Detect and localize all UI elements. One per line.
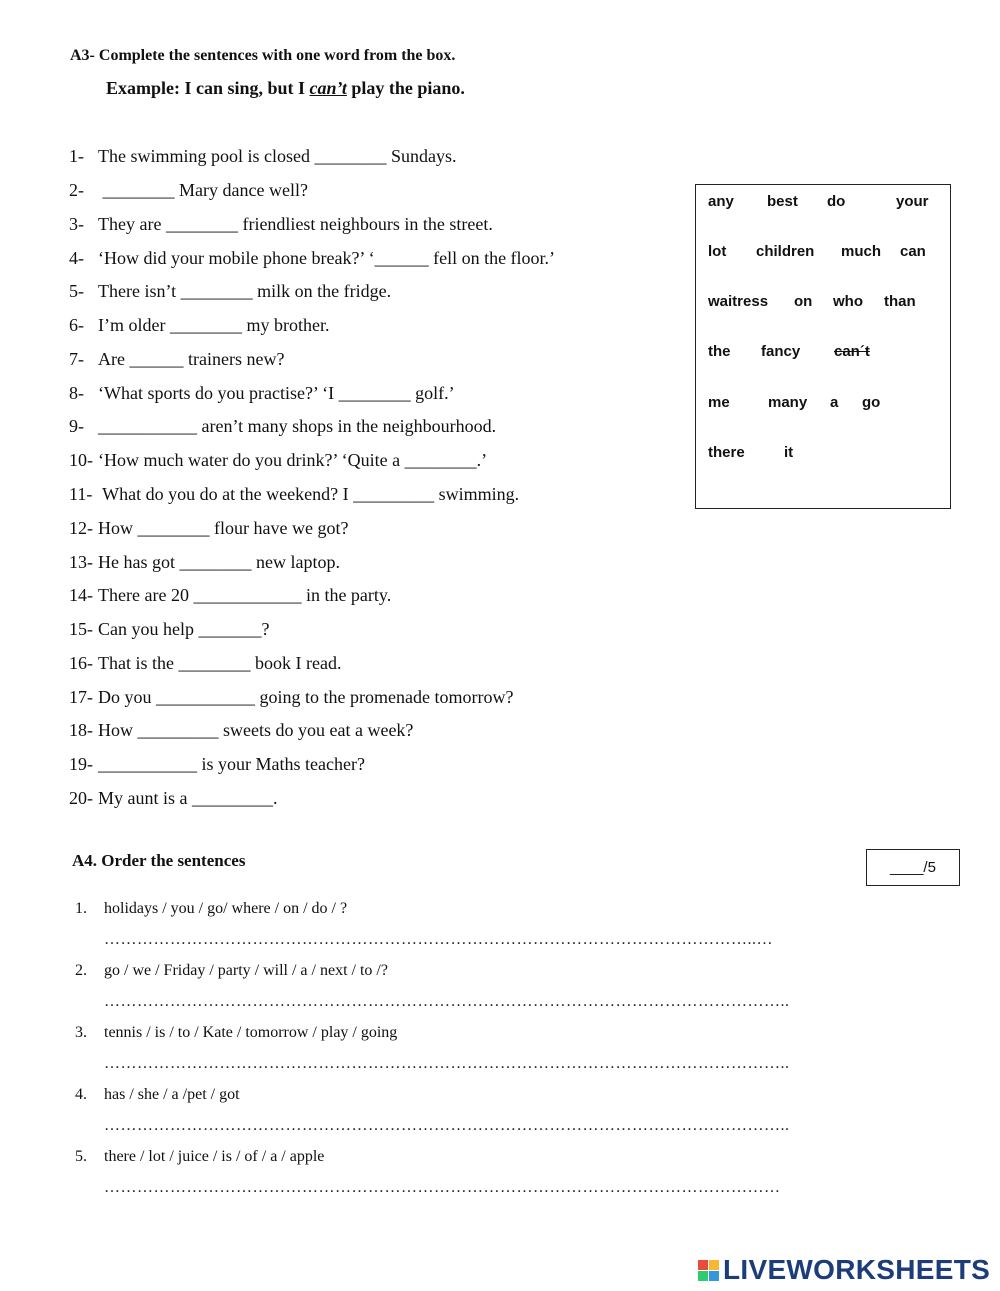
answer-line[interactable]: …………………………………………………………………………………………………………….. (104, 1117, 790, 1134)
word-box-item: can´t (834, 343, 870, 360)
question-number: 8- (69, 383, 84, 403)
question-text: ___________ is your Maths teacher? (98, 754, 365, 774)
answer-line[interactable]: …………………………………………………………………………………………………………… (104, 1179, 781, 1196)
question-item (69, 214, 493, 235)
question-number: 19- (69, 754, 93, 774)
question-text: ________ Mary dance well? (98, 180, 308, 200)
order-item (75, 1148, 324, 1166)
word-box-item: waitress (708, 293, 769, 310)
word-box-item: lot (708, 243, 727, 260)
question-number: 10- (69, 450, 93, 470)
order-item-number: 2. (75, 962, 87, 979)
word-box-item: it (784, 444, 794, 461)
question-number: 11- (69, 484, 93, 504)
question-number: 1- (69, 146, 84, 166)
question-text: There are 20 ____________ in the party. (98, 585, 392, 605)
order-item-number: 1. (75, 900, 87, 917)
question-number: 16- (69, 653, 93, 673)
order-item-number: 5. (75, 1148, 87, 1165)
word-box-item: the (708, 343, 731, 360)
question-text: Can you help _______? (98, 619, 270, 639)
section-a3-heading: A3- Complete the sentences with one word from the box. (70, 47, 456, 64)
question-item (69, 315, 329, 336)
question-text: The swimming pool is closed ________ Sundays. (98, 146, 457, 166)
word-box-item: fancy (761, 343, 801, 360)
question-item (69, 281, 391, 302)
question-number: 12- (69, 518, 93, 538)
order-item-words: holidays / you / go/ where / on / do / ? (104, 900, 348, 917)
question-number: 5- (69, 281, 84, 301)
section-a4-heading: A4. Order the sentences (72, 851, 246, 870)
question-number: 13- (69, 552, 93, 572)
order-item-words: go / we / Friday / party / will / a / next / to /? (104, 962, 388, 979)
example-sentence (106, 78, 465, 99)
question-number: 4- (69, 248, 84, 268)
question-item (69, 552, 340, 573)
question-number: 20- (69, 788, 93, 808)
word-box-item: than (884, 293, 916, 310)
question-text: How _________ sweets do you eat a week? (98, 720, 414, 740)
question-text: What do you do at the weekend? I _________ swimming. (98, 484, 520, 504)
example-prefix: Example: I can sing, but I (106, 78, 310, 98)
word-box-item: on (794, 293, 813, 310)
question-number: 2- (69, 180, 84, 200)
question-item (69, 687, 513, 708)
question-number: 18- (69, 720, 93, 740)
order-item (75, 1024, 397, 1042)
word-box (695, 184, 951, 509)
question-text: There isn’t ________ milk on the fridge. (98, 281, 392, 301)
word-box-item: children (756, 243, 815, 260)
answer-line[interactable]: …………………………………………………………………………………………………………….. (104, 993, 790, 1010)
order-item (75, 1086, 240, 1104)
liveworksheets-logo (698, 1255, 990, 1285)
question-item (69, 349, 284, 370)
question-text: ___________ aren’t many shops in the neighbourhood. (98, 416, 497, 436)
score-box: ____/5 (866, 849, 960, 886)
word-box-item: who (833, 293, 863, 310)
question-number: 9- (69, 416, 84, 436)
question-item (69, 619, 269, 640)
question-text: I’m older ________ my brother. (98, 315, 330, 335)
logo-mark-icon (698, 1260, 719, 1281)
word-box-item: your (896, 193, 929, 210)
question-number: 7- (69, 349, 84, 369)
logo-text: LIVEWORKSHEETS (723, 1254, 991, 1285)
question-item (69, 383, 455, 404)
question-text: How ________ flour have we got? (98, 518, 349, 538)
word-box-item: go (862, 394, 881, 411)
question-number: 3- (69, 214, 84, 234)
word-box-item: best (767, 193, 798, 210)
question-item (69, 585, 391, 606)
word-box-item: do (827, 193, 846, 210)
answer-line[interactable]: ………………………………………………………………………………………………………..… (104, 931, 773, 948)
question-item (69, 653, 341, 674)
order-item-words: tennis / is / to / Kate / tomorrow / play / going (104, 1024, 398, 1041)
word-box-item: any (708, 193, 734, 210)
example-suffix: play the piano. (346, 78, 465, 98)
question-number: 17- (69, 687, 93, 707)
question-item (69, 416, 496, 437)
answer-line[interactable]: …………………………………………………………………………………………………………….. (104, 1055, 790, 1072)
word-box-item: can (900, 243, 926, 260)
question-text: He has got ________ new laptop. (98, 552, 340, 572)
question-text: Do you ___________ going to the promenade tomorrow? (98, 687, 514, 707)
order-item-number: 4. (75, 1086, 87, 1103)
order-item (75, 962, 388, 980)
question-text: ‘How did your mobile phone break?’ ‘______ fell on the floor.’ (98, 248, 556, 268)
question-text: Are ______ trainers new? (98, 349, 285, 369)
question-item (69, 720, 413, 741)
question-item (69, 754, 365, 775)
question-text: That is the ________ book I read. (98, 653, 342, 673)
question-text: ‘How much water do you drink?’ ‘Quite a ________.’ (98, 450, 488, 470)
order-item-words: has / she / a /pet / got (104, 1086, 240, 1103)
question-item (69, 146, 457, 167)
question-number: 15- (69, 619, 93, 639)
question-item (69, 484, 519, 505)
question-text: ‘What sports do you practise?’ ‘I ________ golf.’ (98, 383, 455, 403)
question-item (69, 518, 348, 539)
order-item (75, 900, 347, 918)
word-box-item: a (830, 394, 839, 411)
question-number: 6- (69, 315, 84, 335)
question-item (69, 788, 278, 809)
question-item (69, 180, 308, 201)
word-box-item: many (768, 394, 808, 411)
question-item (69, 248, 555, 269)
order-item-words: there / lot / juice / is / of / a / apple (104, 1148, 325, 1165)
question-item (69, 450, 487, 471)
example-answer: can’t (309, 78, 347, 98)
question-text: My aunt is a _________. (98, 788, 278, 808)
question-number: 14- (69, 585, 93, 605)
word-box-item: much (841, 243, 882, 260)
word-box-item: me (708, 394, 730, 411)
order-item-number: 3. (75, 1024, 87, 1041)
word-box-item: there (708, 444, 745, 461)
question-text: They are ________ friendliest neighbours in the street. (98, 214, 493, 234)
